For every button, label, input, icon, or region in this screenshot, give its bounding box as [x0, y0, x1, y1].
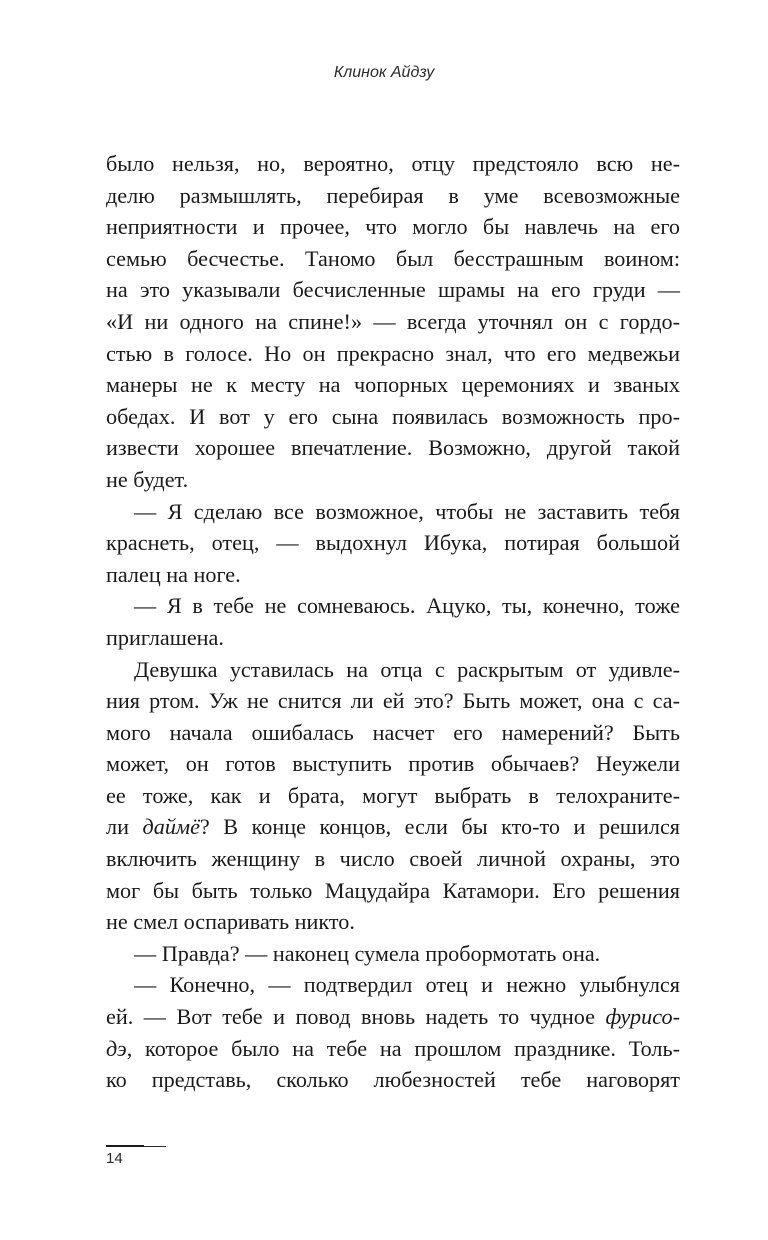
text-run: ей. — Вот тебе и повод вновь надеть то чудное [106, 1004, 606, 1030]
footer-rule [106, 1146, 166, 1147]
text-line: «И ни одного на спине!» — всегда уточнял он с гордо- [106, 308, 680, 334]
text-line: стью в голосе. Но он прекрасно знал, что его медвежьи [106, 340, 680, 366]
text-line: — Я сделаю все возможное, чтобы не заставить тебя [134, 498, 680, 524]
text-line: манеры не к месту на чопорных церемониях и званых [106, 372, 680, 398]
text-line: ко представь, сколько любезностей тебе наговорят [106, 1067, 680, 1093]
italic-term: фурисо- [605, 1004, 680, 1030]
text-line: включить женщину в число своей личной охраны, это [106, 846, 680, 872]
text-line: приглашена. [106, 624, 224, 650]
text-line: — Я в тебе не сомневаюсь. Ацуко, ты, конечно, тоже [134, 593, 680, 619]
text-line: может, он готов выступить против обычаев? Неужели [106, 751, 680, 777]
text-line: ния ртом. Уж не снится ли ей это? Быть может, она с са- [106, 688, 680, 714]
italic-term: дэ [106, 1035, 127, 1061]
text-line: — Правда? — наконец сумела пробормотать она. [134, 940, 601, 966]
text-line: краснеть, отец, — выдохнул Ибука, потирая большой [106, 530, 680, 556]
text-line: извести хорошее впечатление. Возможно, другой такой [106, 435, 680, 461]
text-line [106, 1033, 680, 1065]
text-line: делю размышлять, перебирая в уме всевозможные [106, 182, 680, 208]
text-line [106, 811, 680, 843]
text-line: ее тоже, как и брата, могут выбрать в телохраните- [106, 782, 680, 808]
text-line: Девушка уставилась на отца с раскрытым от удивле- [134, 656, 680, 682]
text-line: на это указывали бесчисленные шрамы на его груди — [106, 277, 680, 303]
text-line: мого начала ошибалась насчет его намерений? Быть [106, 719, 680, 745]
text-line [106, 969, 680, 1001]
italic-term: даймё [142, 814, 200, 840]
text-line: обедах. И вот у его сына появилась возможность про- [106, 403, 680, 429]
text-line: неприятности и прочее, что могло бы навлечь на его [106, 214, 680, 240]
text-run: — Конечно, — подтвердил отец и нежно улыбнулся [134, 972, 680, 998]
text-line: не смел оспаривать никто. [106, 909, 355, 935]
text-run: ? В конце концов, если бы кто-то и решился [199, 814, 680, 840]
text-line: было нельзя, но, вероятно, отцу предстояло всю не- [106, 151, 680, 176]
page-number: 14 [106, 1150, 123, 1167]
text-line [106, 1001, 680, 1033]
text-run: ли [106, 814, 143, 840]
text-line: не будет. [106, 466, 189, 492]
text-run: , которое было на тебе на прошлом празднике. Толь- [126, 1035, 680, 1061]
body-text [106, 148, 680, 1096]
running-head: Клинок Айдзу [333, 64, 435, 81]
text-line: мог бы быть только Мацудайра Катамори. Его решения [106, 877, 680, 903]
text-line: палец на ноге. [106, 561, 241, 587]
text-line: семью бесчестье. Таномо был бесстрашным воином: [106, 245, 680, 271]
